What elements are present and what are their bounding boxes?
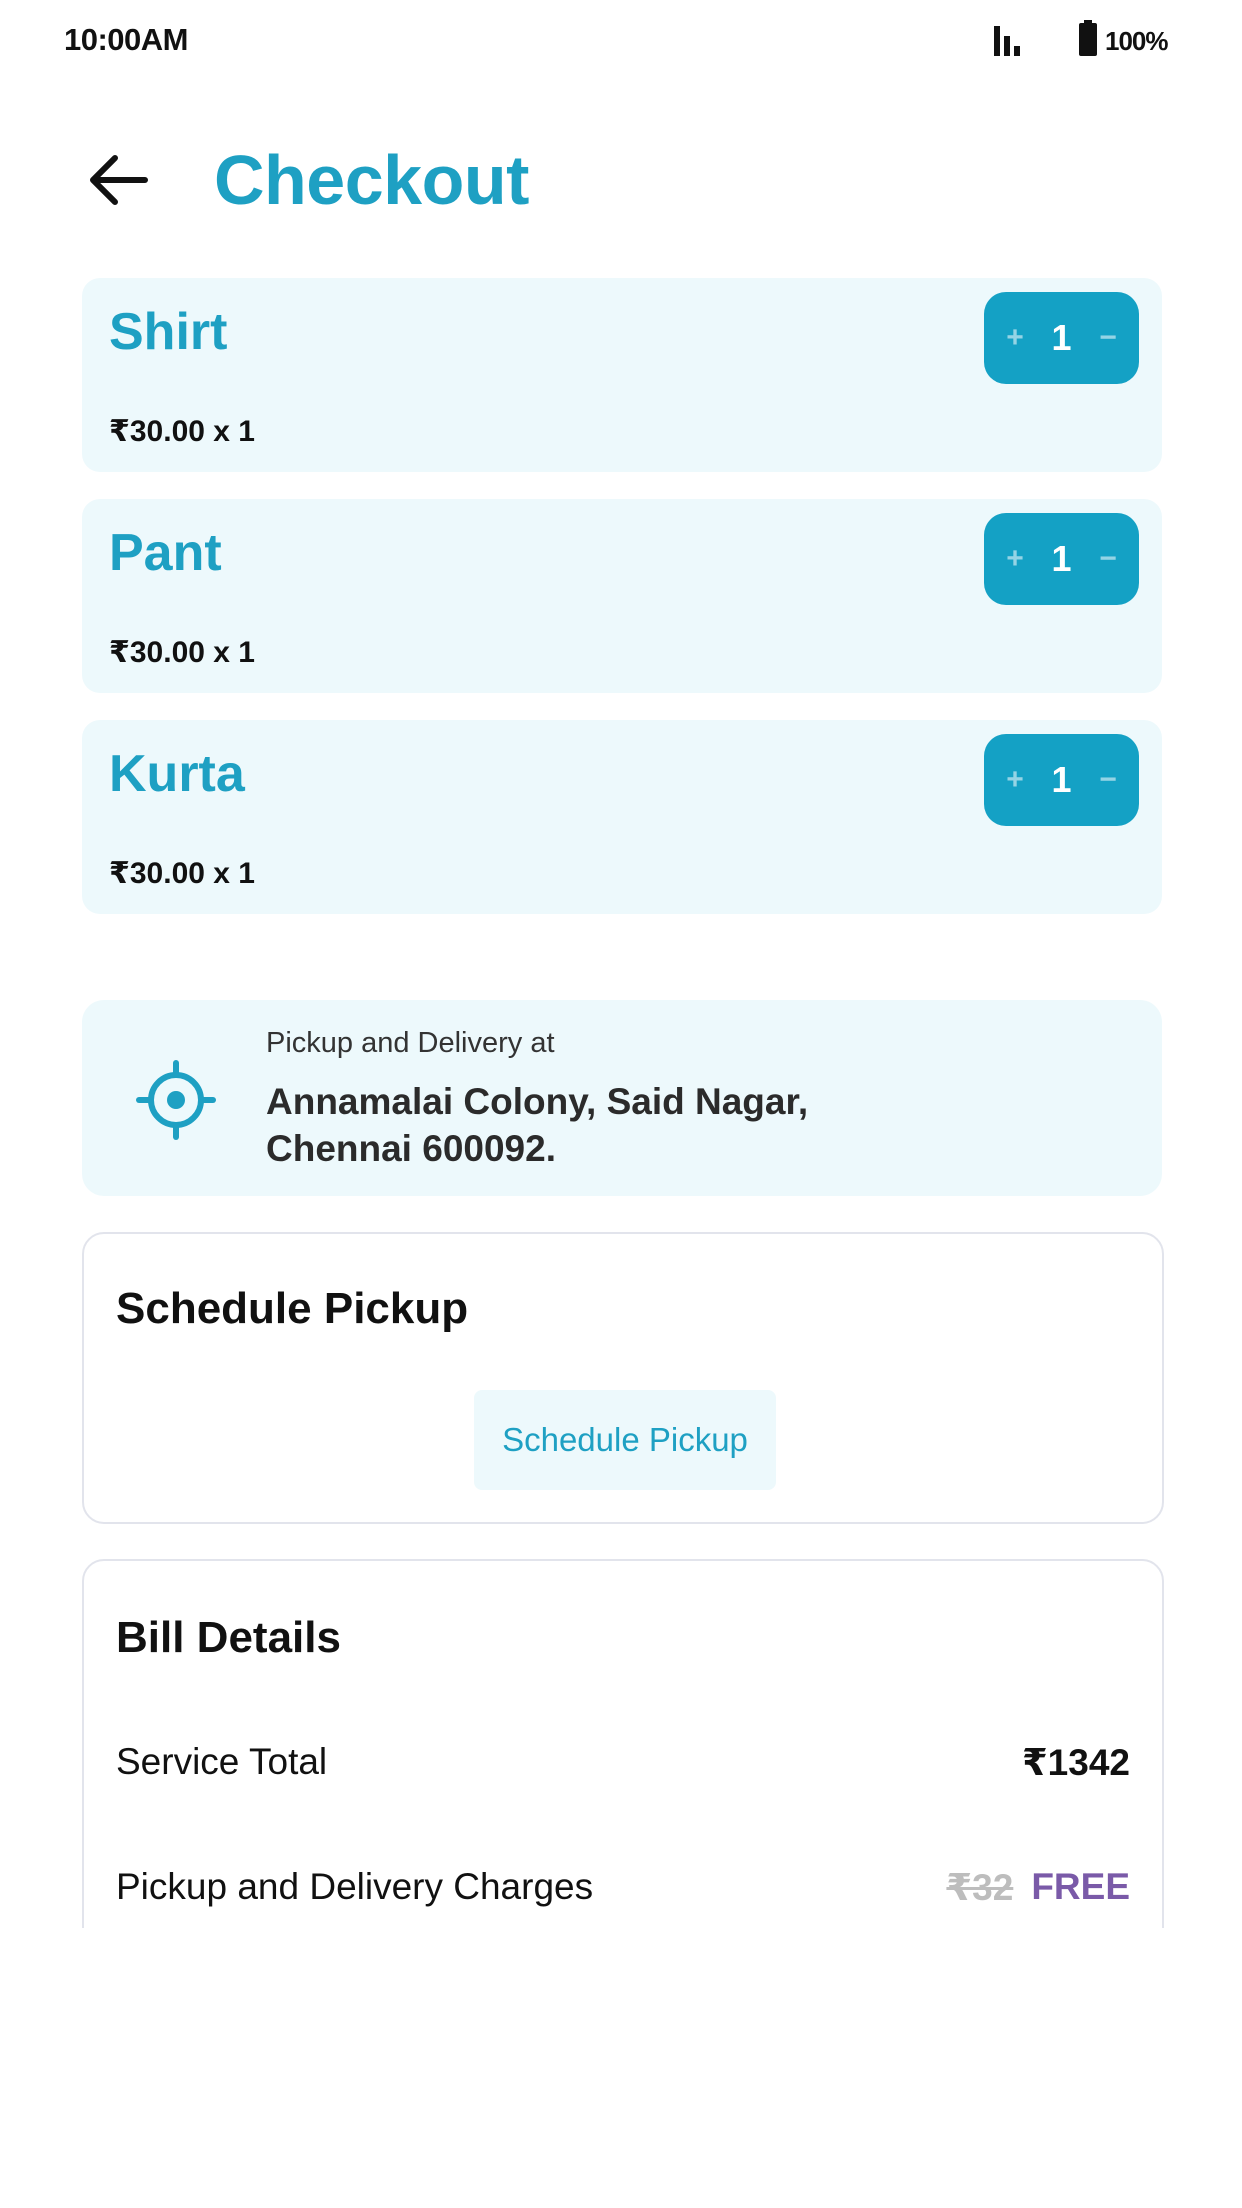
service-total-label: Service Total — [116, 1741, 328, 1782]
item-name: Pant — [109, 524, 222, 582]
cart-item-kurta — [82, 720, 1162, 914]
increment-button[interactable]: + — [1006, 321, 1024, 354]
quantity-stepper — [984, 292, 1139, 384]
decrement-button[interactable]: − — [1099, 763, 1117, 796]
arrow-left-icon — [87, 152, 149, 208]
battery-icon — [1079, 20, 1097, 56]
status-bar — [0, 0, 1242, 80]
header — [0, 130, 1242, 230]
item-name: Kurta — [109, 745, 245, 803]
schedule-pickup-panel — [82, 1232, 1164, 1524]
address-label: Pickup and Delivery at — [266, 1027, 555, 1059]
back-button[interactable] — [78, 146, 158, 214]
address-line-2: Chennai 600092. — [266, 1128, 556, 1169]
address-text — [266, 1078, 966, 1172]
quantity-value: 1 — [1051, 538, 1072, 579]
battery-percentage: 100% — [1105, 26, 1168, 56]
delivery-charges-row — [116, 1858, 1130, 1918]
address-card[interactable] — [82, 1000, 1162, 1196]
page-title: Checkout — [214, 141, 529, 219]
signal-icon — [994, 26, 1022, 56]
schedule-title: Schedule Pickup — [116, 1284, 469, 1333]
service-total-value: ₹1342 — [1021, 1742, 1130, 1783]
increment-button[interactable]: + — [1006, 542, 1024, 575]
increment-button[interactable]: + — [1006, 763, 1024, 796]
address-line-1: Annamalai Colony, Said Nagar, — [266, 1081, 809, 1122]
item-price: ₹30.00 x 1 — [109, 415, 255, 448]
item-price: ₹30.00 x 1 — [109, 857, 255, 890]
bottom-blank-area — [0, 1928, 1242, 2208]
decrement-button[interactable]: − — [1099, 321, 1117, 354]
delivery-charges-label: Pickup and Delivery Charges — [116, 1866, 594, 1907]
crosshair-location-icon — [136, 1060, 216, 1140]
delivery-charges-value — [946, 1866, 1130, 1909]
quantity-value: 1 — [1051, 317, 1072, 358]
free-badge: FREE — [1031, 1866, 1130, 1907]
item-name: Shirt — [109, 303, 228, 361]
bill-title: Bill Details — [116, 1613, 341, 1662]
schedule-pickup-button[interactable]: Schedule Pickup — [474, 1390, 776, 1490]
quantity-value: 1 — [1051, 759, 1072, 800]
status-time: 10:00AM — [64, 22, 188, 57]
quantity-stepper — [984, 734, 1139, 826]
original-price: ₹32 — [946, 1867, 1014, 1908]
cart-item-shirt — [82, 278, 1162, 472]
cart-item-pant — [82, 499, 1162, 693]
item-price: ₹30.00 x 1 — [109, 636, 255, 669]
service-total-row — [116, 1733, 1130, 1793]
decrement-button[interactable]: − — [1099, 542, 1117, 575]
quantity-stepper — [984, 513, 1139, 605]
